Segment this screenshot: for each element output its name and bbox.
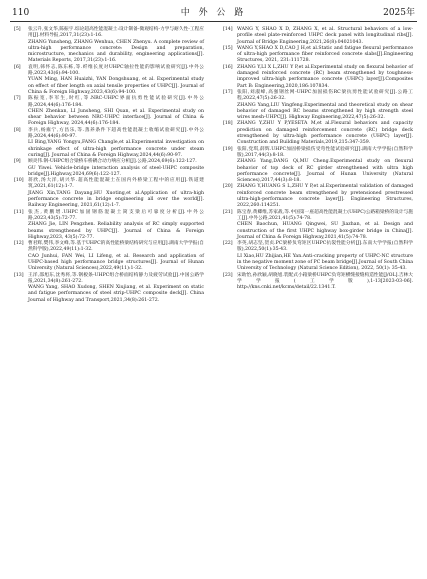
reference-entry <box>223 65 413 90</box>
reference-chinese: 张云升,张文华,陈振宇.综论超高性能混凝土:设计制备-微观结构-力学与耐久性-工程应用[J].材料导报,2017,31(23):1-16. <box>28 27 204 39</box>
reference-english: WANG Y,SHAO X D,CAO J H,et al.Static and fatigue flexural performance of ultra-high performance fiber reinforced concrete slabs[J].Engineering Structures, 2021, 231:111728. <box>237 45 413 64</box>
reference-entry <box>223 90 413 121</box>
reference-english: LI Xiao,HU Zhijian,HE Yan.Anti-cracking property of UHPC-NC structure in the negative moment zone of PC beam bridge[J].Journal of South China University of Technology (Natural Science Edition), 2022, 50(1): 35-43. <box>237 253 414 272</box>
reference-english: GU Yiwei. Vehicle-bridge interaction analysis of steel-UHPC composite bridge[J].Highway,2024,69(6):122-127. <box>28 165 204 177</box>
reference-chinese: 张阳,党琪,薛辉.UHPC加固桥梁损伤受弯性能试验研究[J].湖南大学学报(自然科学版),2017,44(3):8-18. <box>237 146 413 158</box>
reference-english: ZHANG Y,HUANG S L,ZHU Y P,et al.Experimental validation of damaged reinforced concrete beam strengthened by pretensioned prestressed ultra-high-performance concrete layer[J]. Engineering Structures, 2022,260:114251. <box>237 184 413 209</box>
reference-number: [15] <box>223 45 233 51</box>
reference-entry <box>14 241 204 272</box>
reference-english: JIANG Xin,TANG Dayang,HU Xuoting,et al.Application of ultra-high performance concrete in bridge engineering all over the world[J]. Railway Engineering, 2021,61(12):1-7. <box>28 190 204 209</box>
reference-entry <box>223 210 413 241</box>
reference-text <box>28 178 204 209</box>
reference-chinese: 蒋欣,汤大洋,胡兴华.超高性能混凝土在国内外桥梁工程中的应用[J].铁道建筑,2021,61(12):1-7. <box>28 178 204 190</box>
reference-chinese: 张阳,刘淑峰,高强钢丝网-UHPC加固损伤RC梁抗剪性能试验研究[J].公路工程,2022,47(5):26-32. <box>237 89 413 102</box>
reference-number: [7] <box>14 96 21 102</box>
reference-number: [9] <box>14 159 21 165</box>
reference-chinese: 陈振宽,李军生,时红,等.NRC-UHPC界面抗剪性能试验研究[J].中外公路,2024,44(6):176-184. <box>28 96 204 108</box>
reference-number: [18] <box>223 121 233 127</box>
reference-english: CHEN Zhenkan, LI Junsheng, SHI Quan, et al. Experimental study on shear behavior between NRC-UHPC interface[J]. Journal of China & Foreign Highway, 2024,44(6):176-184. <box>28 108 204 127</box>
reference-text <box>237 27 413 46</box>
reference-entry <box>14 178 204 209</box>
reference-text <box>237 65 413 90</box>
journal-title: 中 外 公 路 <box>180 8 247 18</box>
reference-entry <box>223 27 413 46</box>
reference-english: LI Bing,YANG Yongyu,FANG Changle,et al.Experimental investigation on shrinkage effect of ultra-high performance concrete under steam curing[J]. Journal of China & Foreign Highway,2024,44(6):90-97. <box>28 140 204 158</box>
left-reference-column <box>14 27 204 304</box>
reference-entry <box>14 96 204 127</box>
reference-number: [14] <box>223 27 233 32</box>
reference-entry <box>14 128 204 159</box>
reference-entry <box>223 46 413 65</box>
reference-chinese: 顾炎伟.钢-UHPC组合梁桥车桥耦合动力响应分析[J].公路,2024,69(6):122-127. <box>28 159 197 165</box>
reference-number: [5] <box>14 27 21 32</box>
reference-text <box>28 65 204 96</box>
reference-english: ZHANG Jie, LIN Pengzhen. Reliability analysis of RC simply supported beams strengthened by UHPC[J]. Journal of China & Foreign Highway,2023, 43(5):72-77. <box>28 222 204 240</box>
reference-number: [10] <box>14 178 24 184</box>
reference-text <box>237 147 413 185</box>
reference-english: WANG Y, SHAO X D, ZHANG X, et al. Structural behaviors of a low-profile steel plate-reinforced UHPC deck panel with longitudinal ribs[J]. Journal of Bridge Engineering,2021,26(8):04021043. <box>237 27 413 45</box>
reference-number: [12] <box>14 241 24 247</box>
reference-number: [20] <box>223 184 233 190</box>
reference-text <box>28 96 204 127</box>
reference-number: [23] <box>223 272 233 278</box>
reference-number: [6] <box>14 64 21 70</box>
reference-entry <box>223 147 413 185</box>
reference-number: [17] <box>223 89 233 95</box>
reference-text <box>237 121 413 146</box>
reference-chinese: 张杰,黄鹏增.UHPC加固钢筋混凝土简支梁后可靠度分析[J].中外公路,2023,43(5):72-77. <box>28 209 204 221</box>
issue-year: 2025年 <box>383 8 415 18</box>
reference-text <box>237 273 413 292</box>
page-number: 110 <box>12 8 30 18</box>
reference-number: [19] <box>223 146 233 152</box>
header-rule <box>10 21 417 22</box>
reference-english: ZHANG Yunsheng, ZHANG Wenhua, CHEN Zhenyu. A complete review of ultra-high performance concrete: Design and preparation, microstructure, mechanics and durability, engineering applications[J]. Materials Reports, 2017,31(23):1-16. <box>28 39 204 64</box>
reference-text <box>237 90 413 121</box>
reference-entry <box>223 121 413 146</box>
reference-entry <box>14 210 204 241</box>
reference-english: ZHANG Yang,LIU Yingfeng.Experimental and theoretical study on shear behavior of damaged RC beams strengthened by high strength steel wires mesh-UHPC[J]. Highway Engineering,2022,47(5):26-32. <box>237 102 413 121</box>
page-header <box>10 6 417 20</box>
reference-number: [21] <box>223 209 233 215</box>
reference-chinese: 宋助怡,孙欣颖,胡晓旭.装配式小箱梁桥UHPC负弯矩横缝接缝构造性能[J/OL].吉林大学学报(工学版),1-13[2023-03-06]. http://kns.cnki.net/kcms/detail/22.1341.T. <box>237 272 413 291</box>
reference-entry <box>223 184 413 209</box>
reference-number: [11] <box>14 209 24 215</box>
right-reference-column <box>223 27 413 291</box>
reference-text <box>237 241 413 272</box>
reference-english: WANG Yang, SHAO Xudong, SHEN Xiujiang, et al. Experiment on static and fatigue performances of steel strip-UHPC composite deck[J]. China Journal of Highway and Transport,2021,34(8):261-272. <box>28 285 204 303</box>
reference-entry <box>223 241 413 272</box>
reference-english: CAO Junhui, FAN Wei, LI Lifeng, et al. Research and application of UHPC-based high performance bridge structures[J]. Journal of Hunan University (Natural Sciences),2022,49(11):1-32. <box>28 253 204 272</box>
reference-chinese: 李兵,杨雍宁,方昌乐,等.蒸养条件下超高性能混凝土收缩试验研究[J].中外公路,2024,44(6):90-97. <box>28 127 204 140</box>
reference-chinese: 曹君辉,樊伟,李文峰,等.基于UHPC的高性能桥梁结构研究与应用[J].湖南大学学报(自然科学版),2022,49(11):1-32. <box>28 241 204 253</box>
reference-text <box>28 241 204 272</box>
reference-english: ZHANG Y,LI X L,ZHU Y P,et al.Experimental study on flexural behavior of damaged reinforced concrete (RC) beam strengthened by toughness-improved ultra-high performance concrete (UHPC) layer[J].Composites Part B: Engineering,2020,186:107834. <box>237 64 413 89</box>
reference-number: [22] <box>223 241 233 247</box>
reference-number: [16] <box>223 64 233 70</box>
reference-text <box>237 46 413 65</box>
reference-entry <box>223 273 413 292</box>
reference-entry <box>14 65 204 96</box>
reference-chinese: 王洋,邵旭东,沈秀将,等.钢板条-UHPC组合桥面结构静力及疲劳试验[J].中国公路学报,2021,34(8):261-272. <box>28 272 204 284</box>
reference-text <box>237 184 413 209</box>
reference-number: [8] <box>14 127 21 133</box>
reference-number: [13] <box>14 272 24 278</box>
reference-entry <box>14 159 204 178</box>
reference-chinese: 袁明,韩怀志,陈东栋,等.纤维长度对UHPC轴拉性能的影响试验研究[J].中外公路,2023,43(6):94-100. <box>28 64 204 77</box>
reference-text <box>237 210 413 241</box>
reference-text <box>28 273 204 304</box>
reference-text <box>28 210 204 241</box>
reference-entry <box>14 27 204 65</box>
reference-chinese: 陈宝春,黄卿维,苏家战,等.中国第一座超高性能混凝土(UHPC)公路箱梁桥的设计与施工[J].中外公路,2021,41(5):74-78. <box>237 209 413 221</box>
reference-entry <box>14 273 204 304</box>
reference-chinese: 李英,胡志坚,贺贞.PC梁桥负弯矩区UHPC抗裂性能分析[J].东南大学学报(自然科学版),2022,50(1):35-43. <box>237 241 413 253</box>
reference-text <box>28 159 204 178</box>
reference-english: YUAN Ming, HAN Huaizhi, YAN Dongshuang, et al. Experimental study on effect of fiber length on axial tensile properties of UHPC[J]. Journal of China & Foreign Highway,2023,43(6):94-100. <box>28 77 204 95</box>
reference-english: CHEN Baochun, HUANG Qingwei, SU Jiazhan, et al. Design and construction of the first UHPC highway box-girder bridge in China[J]. Journal of China & Foreign Highway,2021,41(5):74-78. <box>237 222 413 240</box>
reference-text <box>28 128 204 159</box>
reference-english: ZHANG Yang,DANG Qi,MU Cheng.Experimental study on flexural behavior of top deck of RC girder strengthened with ultra high performance concrete[J]. Journal of Hunan University (Natural Sciences),2017,44(3):8-18. <box>237 159 413 184</box>
reference-text <box>28 27 204 65</box>
reference-english: ZHANG Y,ZHU Y P,YESETA M,et al.Flexural behaviors and capacity prediction on damaged reinforcement concrete (RC) bridge deck strengthened by ultra-high performance concrete (UHPC) layer[J]. Construction and Building Materials,2019,215:347-359. <box>237 121 413 146</box>
